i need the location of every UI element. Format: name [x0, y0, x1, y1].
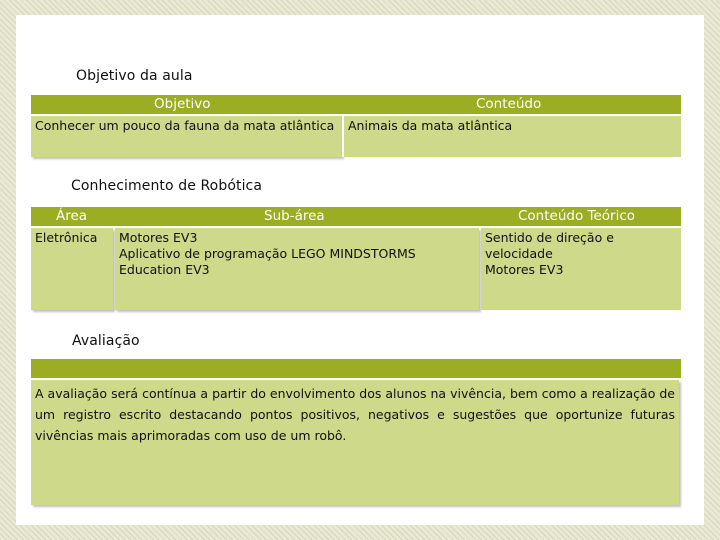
avaliacao-table [31, 359, 681, 505]
objetivo-table [31, 95, 681, 157]
objetivo-text: Conhecer um pouco da fauna da mata atlântica [35, 118, 335, 133]
cell-conteudo [342, 116, 681, 157]
area-text: Eletrônica [35, 230, 98, 245]
cell-subarea [115, 228, 479, 310]
column-header-subarea: Sub-área [264, 208, 325, 224]
subarea-line-1: Motores EV3 [119, 230, 198, 245]
cell-avaliacao [31, 380, 679, 505]
section-title-avaliacao: Avaliação [72, 333, 140, 349]
avaliacao-text: A avaliação será contínua a partir do envolvimento dos alunos na vivência, bem como a realização de um registro escrito destacando pontos positivos, negativos e sugestões que oportunize futuras vivências mais aprimoradas com uso de um robô. [35, 386, 675, 443]
section-title-objetivo: Objetivo da aula [76, 68, 193, 84]
cell-area [31, 228, 113, 310]
subarea-line-2: Aplicativo de programação LEGO MINDSTORMS Education EV3 [119, 246, 416, 277]
robotica-table [31, 207, 681, 310]
table-header-row [31, 359, 681, 378]
cell-teorico [481, 228, 681, 310]
table-header-row [31, 207, 681, 226]
table-header-row [31, 95, 681, 114]
section-title-robotica: Conhecimento de Robótica [71, 178, 263, 194]
column-header-objetivo: Objetivo [154, 96, 211, 112]
column-header-teorico: Conteúdo Teórico [518, 208, 636, 224]
column-header-area: Área [56, 208, 88, 224]
teorico-line-1: Sentido de direção e velocidade [485, 230, 614, 261]
cell-objetivo [31, 116, 342, 157]
column-header-conteudo: Conteúdo [476, 96, 542, 112]
teorico-line-2: Motores EV3 [485, 262, 564, 277]
conteudo-text: Animais da mata atlântica [348, 118, 513, 133]
